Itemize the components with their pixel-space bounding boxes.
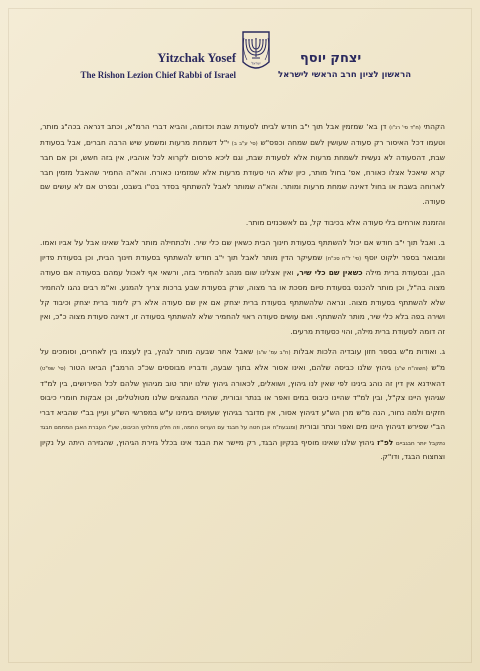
paragraph-2: והזמנת אורחים בלי סעודה אלא בכיבוד קל, גם לאשכנזים מותר. <box>245 217 445 227</box>
menorah-emblem-icon <box>240 30 272 74</box>
source-reference: (ומגבעת"ח <box>272 425 298 432</box>
source-reference: (חשוה"ח ש"ג) <box>394 365 428 372</box>
letter-body <box>40 120 445 471</box>
rabbi-title-english: The Rishon Lezion Chief Rabbi of Israel <box>80 70 236 80</box>
source-reference: (סי' ע"ב ב) <box>231 140 258 147</box>
letterhead <box>0 30 480 102</box>
rabbi-name-hebrew: יצחק יוסף <box>300 51 362 66</box>
parenthetical-note: אבן חטה על חבגד עם הערוס החמה, וזה חלק מחלוקי הכיבוס, שע"י העברת האבן המחמם חבגד נתקבל יותר חבגביים <box>40 425 445 447</box>
rabbi-name-english: Yitzchak Yosef <box>157 51 236 65</box>
text: שאבל אחר שבעה מותר לגהץ, בין לעצמו בין לאחרים, וסומכים על מ"ש <box>40 347 445 372</box>
emphasis: לפ"ז <box>377 437 394 447</box>
text: דהאידנא אין דין זה נוהג בינינו לפי שאין לנו גיהוץ, ושואלים, לכאורה גיהוץ שלנו יותר טוב מגיהוץ שלהם לכל הפירושים, בין למ"ד שגיהוץ היינו צק"ל, ובין למ"ד שהיינו כיבוס במים ואפר או בנתר ובורית, שהרי המגהצים שלנו מטולטלים, וכן אבקות חומרי כיבוס חזקים ולמה נחור, הנה מ"ש מרן הש"ע דגיהוץ אסור, אין מדובר בגיהוץ שעושים בימינו ע"ש במפרשי הש"ע ועיין בב"י שהביא דברי הב"י שפירש דגיהוץ היינו מים ואפר ונתר ובורית <box>40 378 446 432</box>
rabbi-title-hebrew: הראשון לציון חרב הראשי לישראל <box>278 70 412 80</box>
source-reference: (ח"ב עמ' ש"ג) <box>256 350 291 357</box>
text: ואין אצלינו שום מנהג להחמיר בזה, ורשאי אף לאכול עמהם בסעודה אם סעודה מצוה בה"ל, וכן מותר להכנס בסעודת סיום מסכת או בר מצוה, שרק בסעודת שבע ברכות צריך להמנע. וא"מ רבים נהגו להחמיר שלא להשתתף בסעודת מצוה. ונראה שלהשתתף בסעודת ברית יצחק אם אין שם סעודה אלא רק לימוד ברית יצחק וכיבוד קל ושירה בפה בלא כלי שיר, מותר להשתתף. ואם עושים סעודה ראוי להחמיר שלא להשתתף בסעודה זו, דאינה סעודת מצוה כ"כ, ואין זה דומה לסעודת ברית מילה, והוי כסעודת מרעים. <box>40 268 445 336</box>
paragraph-4 <box>40 345 445 465</box>
text: שמעיקר הדין מותר לאבל תוך י"ב חודש להשתתף בסעודת חינוך הבית, וכן בסעודת פדיון הבן, ובסעודת ברית מילה <box>40 252 445 278</box>
text: י"ל דשמחת מרעות ומשמע שיש הרבה חברים, אבל בסעודת שבת, דהסעודה לא נעשית לשמחת מרעות אלא לסעודת שבת, וגם ליכא פרסום לקרוא לכל אוהביו, אין בזה חשש, וכן אם חבר קרא שיאכל אצלו כאורח, אפ' בחול מותר, כיון שלא הוי סעודת מרעות אלא שמזמינו כאורח. והא"ה החמיר שהאבל מזמין חבר לארוחה בשבת או בחול דאינה שמחת מרעות ומותר. והא"ה שמותר לאבל להשתתף בסדר בט"ו בשבט, ובפרט אם לא עושים שם סעודה. <box>40 137 445 206</box>
paragraph-1 <box>40 120 445 210</box>
emblem-label: ישראל <box>251 61 261 66</box>
text: גיהוץ שלנו שאינו מוסיף בנקיון הבגד, רק מיישר את הבגד אינו בכלל גזירת הגיהוץ, שהגזירה היתה על נקיון וצחצוח הבגד, ודו"ק. <box>40 437 445 462</box>
text: דן בא' שמזמין אבל תוך י"ב חודש לביתו לסעודת שבת וכדומה, והביא דברי הרמ"א, וכתב דנראה בכה"ג מותר, וטעמו דכל האיסור רק סעודה שעושין לשם שמחה וכפס"ש <box>40 122 445 147</box>
text: ב. ואבל תוך י"ב חודש אם יכול להשתתף בסעודת חינוך הבית כשאין שם כלי שיר. ולכתחילה מותר לאבל שאינו אבל על אביו ואמו. ומבואר בספר ילקוט יוסף <box>40 238 445 262</box>
text: ג. ואודות מ"ש בספר חזון עובדיה הלכות אבלות <box>293 347 446 357</box>
source-reference: (ח"ד סי' רנ"ו) <box>389 125 421 131</box>
paragraph-3 <box>40 236 445 339</box>
source-reference: (סי' ל"ח סכ"ח) <box>325 255 362 262</box>
emphasis: כשאין שם כלי שיר, <box>296 268 363 278</box>
text: גיהוץ שלנו כביסה שלהם, ואינו אסור אלא בתוך שבעה, ודבריו מבוססים שכ"כ הרמב"ן הביאו הטור <box>69 362 392 372</box>
source-reference: (סי' שפ"ט) <box>40 365 66 372</box>
text: הקהתי <box>423 122 445 131</box>
